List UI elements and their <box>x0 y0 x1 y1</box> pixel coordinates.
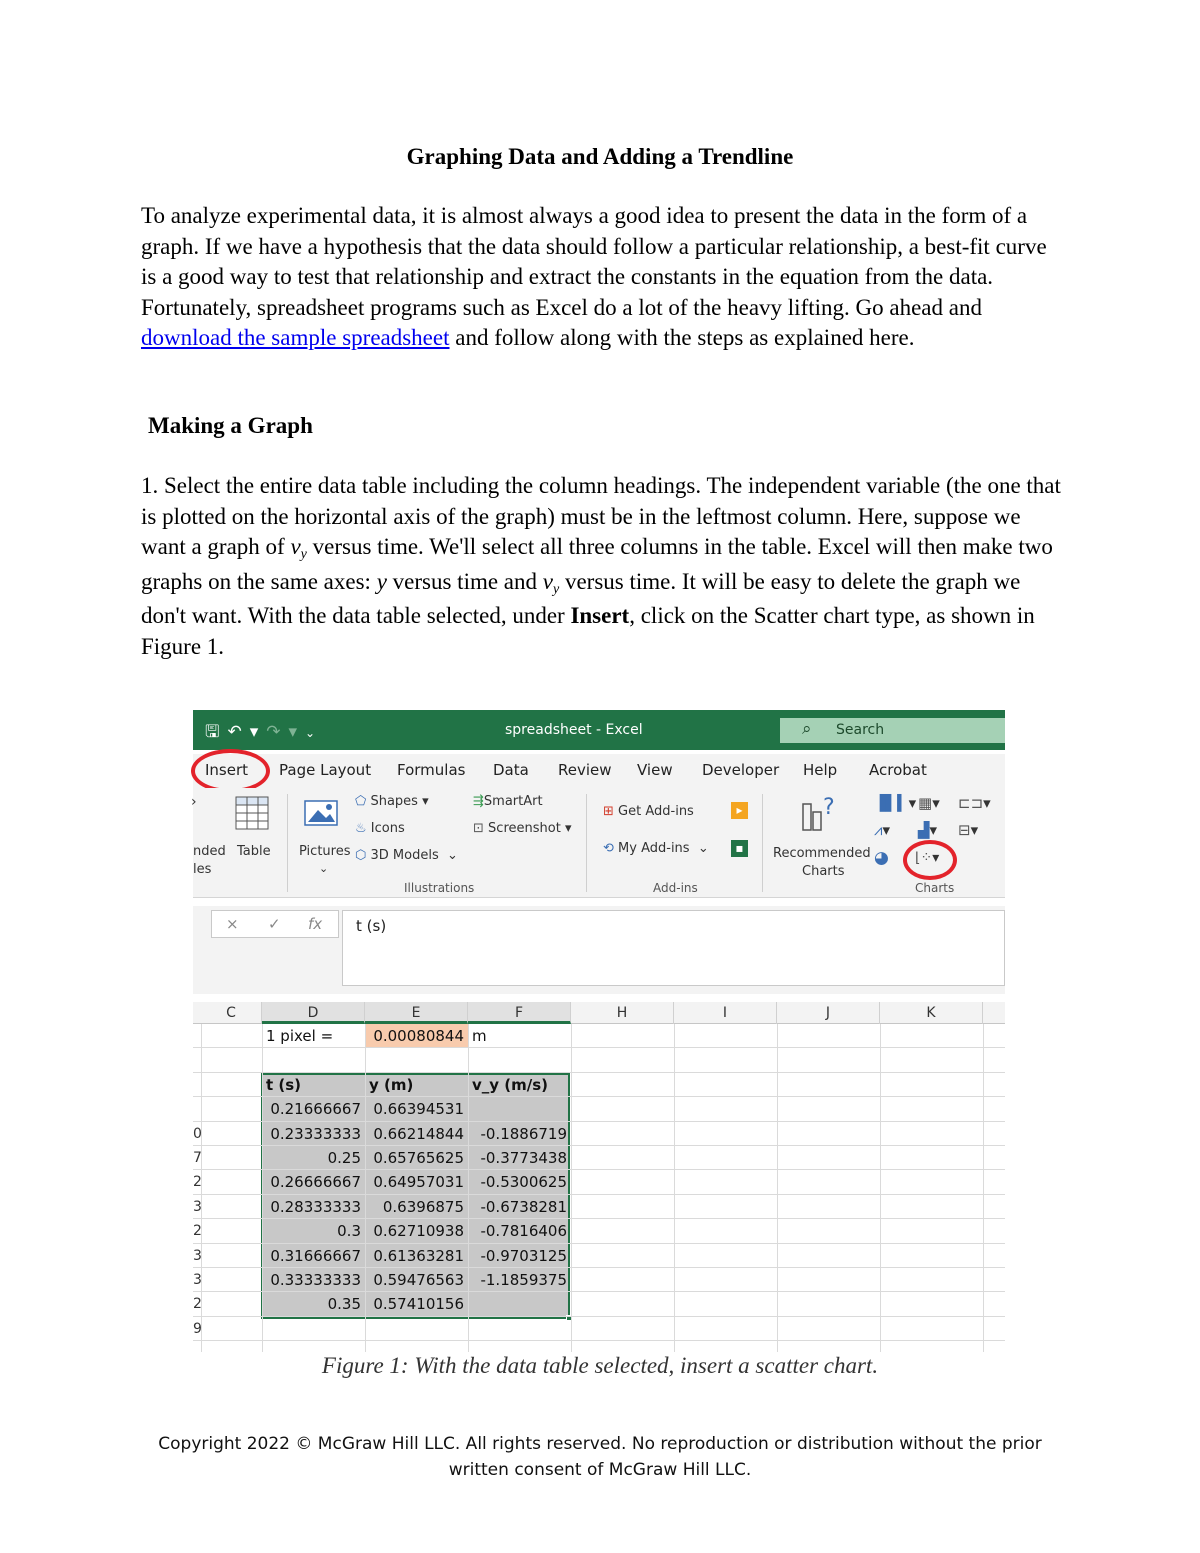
save-icon[interactable]: 🖫 <box>205 722 228 742</box>
formula-controls <box>211 910 339 938</box>
table-row <box>193 1122 1005 1146</box>
row-number[interactable] <box>193 1097 201 1121</box>
tab-insert[interactable]: Insert <box>205 761 249 779</box>
my-addins-label: My Add-ins <box>618 841 690 856</box>
spreadsheet-grid <box>193 1024 1005 1352</box>
intro-text-end: and follow along with the steps as explained here. <box>449 325 915 351</box>
footer-line-2: written consent of McGraw Hill LLC. <box>448 1460 752 1480</box>
pie-chart-button[interactable] <box>874 848 889 868</box>
shapes-label: Shapes <box>370 794 418 809</box>
column-heading-cell[interactable]: y (m) <box>369 1075 414 1094</box>
shapes-icon: ⬠ <box>355 794 367 809</box>
search-input[interactable] <box>780 718 1005 743</box>
step1-paragraph <box>141 471 1066 663</box>
insert-ribbon <box>193 788 1005 898</box>
step1-text: 1. Select the entire data table including the column headings. The independent variable (the one that is plotted on the horizontal axis of the graph) must be in the leftmost column. Here, suppose we want a graph of <box>141 473 1061 560</box>
formula-bar <box>193 906 1005 994</box>
pixel-unit-cell[interactable]: m <box>472 1027 487 1045</box>
pixel-label-cell[interactable]: 1 pixel = <box>266 1027 334 1045</box>
recommended-charts-button[interactable] <box>801 794 839 836</box>
intro-paragraph <box>141 201 1066 354</box>
tables-partial-label-1: nded <box>193 844 226 859</box>
icons-icon: ♨ <box>355 821 367 836</box>
treemap-icon: ▦ <box>918 794 933 812</box>
smartart-label: SmartArt <box>483 794 543 809</box>
data-cell[interactable]: 0.23333333 <box>270 1124 361 1143</box>
data-cell[interactable]: 0.31666667 <box>270 1246 361 1265</box>
excel-title-bar <box>193 710 1005 750</box>
data-cell[interactable]: -1.1859375 <box>480 1271 567 1289</box>
hierarchy-chart-button[interactable]: ▦▾ <box>918 794 940 812</box>
formula-input[interactable] <box>342 910 1005 986</box>
table-row <box>193 1024 1005 1048</box>
row-number[interactable]: 0 <box>193 1125 202 1142</box>
data-cell[interactable]: 0.61363281 <box>373 1246 464 1265</box>
row-number[interactable]: 2 <box>193 1223 202 1240</box>
histogram-icon: ▟ <box>918 821 930 839</box>
undo-icon[interactable]: ↶▾ <box>227 722 267 742</box>
intro-text: To analyze experimental data, it is almost always a good idea to present the data in the form of a graph. If we have a hypothesis that the data should follow a particular relationship, a best-fit curve is a good way to test that relationship and extract the constants in the equation from the data. Fortunately, spreadsheet programs such as Excel do a lot of the heavy lifting. Go ahead and <box>141 203 1047 320</box>
column-heading-cell[interactable]: v_y (m/s) <box>472 1075 549 1094</box>
column-header-e[interactable]: E <box>365 1002 468 1024</box>
3d-models-button[interactable]: ⬡ 3D Models ⌄ <box>355 848 458 863</box>
svg-text:?: ? <box>823 795 835 820</box>
window-title: spreadsheet - Excel <box>505 722 643 738</box>
table-row <box>193 1219 1005 1243</box>
table-row <box>193 1244 1005 1268</box>
get-addins-button[interactable] <box>603 804 694 819</box>
line-chart-icon: ⩘ <box>874 821 883 839</box>
data-cell[interactable]: 0.62710938 <box>373 1222 464 1241</box>
pictures-dropdown-icon: ⌄ <box>319 862 329 875</box>
customize-qat-icon[interactable]: ⌄ <box>305 726 324 740</box>
shapes-button[interactable]: ⬠ Shapes ▾ <box>355 794 429 809</box>
illustrations-group-label: Illustrations <box>404 881 475 895</box>
data-cell[interactable]: -0.5300625 <box>480 1173 567 1192</box>
insert-bold: Insert <box>570 603 630 629</box>
my-addins-button[interactable]: ⟲ My Add-ins ⌄ <box>603 841 709 856</box>
smartart-button[interactable] <box>473 794 543 809</box>
table-row <box>193 1048 1005 1072</box>
icons-label: Icons <box>370 821 405 836</box>
formula-content: t (s) <box>356 917 387 935</box>
pie-chart-icon: ◕ <box>874 848 889 868</box>
store-icon: ⊞ <box>603 804 614 819</box>
row-number[interactable]: 3 <box>193 1247 202 1264</box>
tab-view[interactable]: View <box>637 761 673 779</box>
column-header-k[interactable]: K <box>880 1002 983 1024</box>
data-cell[interactable]: 0.26666667 <box>270 1173 361 1192</box>
row-number[interactable]: 3 <box>193 1272 202 1288</box>
data-cell[interactable]: 0.25 <box>327 1149 361 1167</box>
row-number[interactable] <box>193 1048 201 1072</box>
addins-icon: ⟲ <box>603 841 614 856</box>
v-symbol: v <box>542 568 553 594</box>
icons-button[interactable] <box>355 821 405 836</box>
data-cell[interactable]: 0.3 <box>337 1222 361 1241</box>
data-cell[interactable]: -0.7816406 <box>480 1222 567 1241</box>
y-symbol: y <box>376 568 387 594</box>
table-row <box>193 1097 1005 1121</box>
tab-data[interactable]: Data <box>493 761 529 779</box>
v-symbol: v <box>290 534 301 560</box>
data-cell[interactable]: 0.6396875 <box>382 1197 464 1216</box>
data-cell[interactable]: -0.6738281 <box>480 1197 567 1216</box>
copyright-footer <box>0 1431 1200 1483</box>
screenshot-button[interactable]: ⊡ Screenshot ▾ <box>473 821 572 836</box>
data-cell[interactable]: 0.33333333 <box>270 1271 361 1289</box>
data-cell[interactable]: -0.1886719 <box>480 1124 567 1143</box>
tables-partial-label-2: les <box>193 862 212 877</box>
group-separator <box>586 794 587 892</box>
smartart-icon: ⇶ <box>473 794 484 809</box>
cube-icon: ⬡ <box>355 848 367 863</box>
data-cell[interactable]: 0.64957031 <box>373 1173 464 1192</box>
scatter-chart-button[interactable]: ⌊⁘▾ <box>915 850 940 866</box>
row-number[interactable]: 2 <box>193 1174 202 1191</box>
people-graph-icon[interactable]: ▪ <box>731 840 748 857</box>
recommended-label-1: Recommended <box>773 846 871 861</box>
excel-screenshot <box>193 710 1005 1352</box>
figure-caption: Figure 1: With the data table selected, insert a scatter chart. <box>321 1353 879 1378</box>
table-row <box>193 1170 1005 1194</box>
line-chart-button[interactable]: ⩘▾ <box>874 821 890 839</box>
data-cell[interactable]: 0.57410156 <box>373 1295 464 1314</box>
data-cell[interactable]: 0.66394531 <box>373 1100 464 1119</box>
waterfall-icon: ⊏⊐ <box>958 794 984 812</box>
column-heading-cell[interactable]: t (s) <box>266 1075 302 1094</box>
pixel-value-cell[interactable]: 0.00080844 <box>373 1027 464 1045</box>
quick-access-toolbar <box>205 719 323 748</box>
column-headers <box>193 1002 1005 1024</box>
search-placeholder: Search <box>836 722 885 738</box>
row-number[interactable] <box>193 1024 201 1048</box>
row-number[interactable]: 9 <box>193 1320 202 1337</box>
row-number[interactable]: 2 <box>193 1296 202 1313</box>
statistic-chart-button[interactable]: ▟▾ <box>918 821 938 839</box>
screenshot-label: Screenshot <box>488 821 561 836</box>
pictures-icon <box>304 798 338 828</box>
column-header-f[interactable]: F <box>468 1002 571 1024</box>
3d-models-label: 3D Models <box>370 848 439 863</box>
charts-group-label: Charts <box>915 881 955 895</box>
redo-icon[interactable]: ↷▾ <box>266 722 306 742</box>
recommended-label-2: Charts <box>802 864 845 879</box>
column-chart-button[interactable]: ▐▌▍▾ <box>874 794 917 812</box>
step1-text: versus time. It will be easy to delete the graph we don't want. With the data table selected, under <box>141 568 1021 629</box>
data-cell[interactable]: 0.35 <box>327 1295 361 1314</box>
tab-review[interactable]: Review <box>558 761 612 779</box>
pictures-label: Pictures <box>299 844 351 859</box>
cancel-icon[interactable]: × <box>226 915 239 933</box>
table-row <box>193 1146 1005 1170</box>
data-cell[interactable]: -0.3773438 <box>480 1149 567 1167</box>
data-cell[interactable]: 0.59476563 <box>373 1271 464 1289</box>
waterfall-chart-button[interactable]: ⊏⊐▾ <box>958 794 991 812</box>
group-separator <box>762 794 763 892</box>
search-icon: ⌕ <box>802 719 812 739</box>
get-addins-label: Get Add-ins <box>618 804 694 819</box>
group-separator <box>287 794 288 892</box>
bing-icon[interactable]: ▸ <box>731 802 748 819</box>
y-subscript: y <box>552 581 560 597</box>
tab-page-layout[interactable]: Page Layout <box>279 761 372 779</box>
combo-chart-button[interactable]: ⊟▾ <box>958 821 979 839</box>
enter-icon[interactable]: ✓ <box>268 915 281 933</box>
row-number[interactable]: 7 <box>193 1150 202 1166</box>
row-number[interactable]: 3 <box>193 1198 202 1215</box>
tab-formulas[interactable]: Formulas <box>397 761 466 779</box>
step1-text: versus time and <box>386 568 543 594</box>
table-button[interactable] <box>235 796 269 834</box>
scatter-chart-icon: ⌊⁘ <box>915 850 933 866</box>
data-cell[interactable]: 0.65765625 <box>373 1149 464 1167</box>
step1-text: , click on the Scatter chart type, as shown in Figure 1. <box>141 603 1035 659</box>
download-sample-link[interactable]: download the sample spreadsheet <box>141 325 450 351</box>
recommended-charts-icon <box>801 794 839 832</box>
data-cell[interactable]: 0.66214844 <box>373 1124 464 1143</box>
y-subscript: y <box>300 547 307 563</box>
step1-text: versus time. We'll select all three columns in the table. Excel will then make two graphs on the same axes: <box>141 534 1053 594</box>
tables-partial-icon: › <box>191 794 197 810</box>
table-icon <box>235 796 269 830</box>
table-row <box>193 1195 1005 1219</box>
table-row <box>193 1268 1005 1292</box>
column-header-j[interactable]: J <box>777 1002 880 1024</box>
footer-line-1: Copyright 2022 © McGraw Hill LLC. All rights reserved. No reproduction or distribution without the prior <box>158 1434 1042 1454</box>
addins-group-label: Add-ins <box>653 881 698 895</box>
column-header-d[interactable]: D <box>262 1002 365 1024</box>
pictures-button[interactable] <box>304 798 338 832</box>
data-cell[interactable]: 0.21666667 <box>270 1100 361 1119</box>
tab-help[interactable]: Help <box>803 761 838 779</box>
tab-acrobat[interactable]: Acrobat <box>869 761 927 779</box>
column-header-c[interactable]: C <box>201 1002 262 1024</box>
table-row <box>193 1292 1005 1316</box>
document-title: Graphing Data and Adding a Trendline <box>406 144 794 169</box>
row-number[interactable] <box>193 1073 201 1097</box>
data-cell[interactable]: 0.28333333 <box>270 1197 361 1216</box>
insert-highlight-circle <box>191 749 270 793</box>
data-cell[interactable]: -0.9703125 <box>480 1246 567 1265</box>
column-chart-icon: ▐▌▍ <box>874 794 909 812</box>
column-header-i[interactable]: I <box>674 1002 777 1024</box>
table-row <box>193 1317 1005 1341</box>
column-header-h[interactable]: H <box>571 1002 674 1024</box>
scatter-highlight-circle <box>903 840 957 880</box>
insert-function-icon[interactable]: fx <box>308 915 323 933</box>
ribbon-tabs <box>193 754 1005 788</box>
combo-chart-icon: ⊟ <box>958 821 971 839</box>
screenshot-icon: ⊡ <box>473 821 484 836</box>
table-label: Table <box>237 844 271 859</box>
table-row <box>193 1073 1005 1097</box>
tab-developer[interactable]: Developer <box>702 761 780 779</box>
section-heading: Making a Graph <box>148 413 313 438</box>
